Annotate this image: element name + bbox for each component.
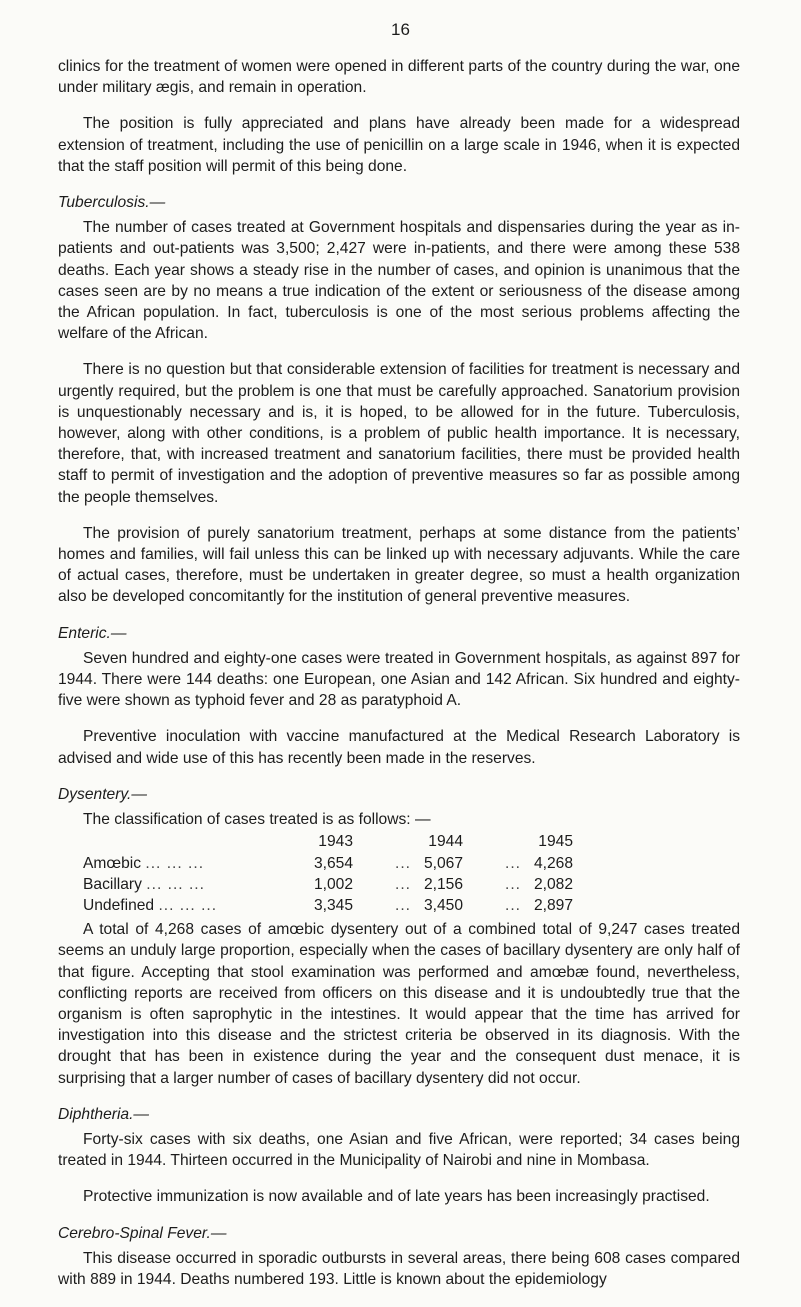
page-body (58, 56, 740, 1290)
year-header: 1945 (538, 833, 573, 851)
table-intro: The classification of cases treated is as follows: — (83, 811, 431, 829)
paragraph: The position is fully appreciated and plans have already been made for a widespread extension of treatment, including the use of penicillin on a large scale in 1946, when it is expected that the staff position will permit of this being done. (58, 115, 740, 175)
cell-value: 3,450 (423, 896, 463, 914)
section-heading-tuberculosis: Tuberculosis.— (58, 194, 166, 212)
paragraph: clinics for the treatment of women were opened in different parts of the country during the war, one under military ægis, and remain in operation. (58, 58, 740, 97)
page-number: 16 (391, 20, 410, 39)
table-row (83, 895, 573, 916)
leader-dots: ... (395, 896, 411, 914)
leader-dots: ... ... ... (158, 896, 218, 914)
leader-dots: ... (395, 875, 411, 893)
cell-value: 3,654 (313, 854, 353, 872)
paragraph: A total of 4,268 cases of amœbic dysentery out of a combined total of 9,247 cases treated seems an unduly large proportion, especially when the cases of bacillary dysentery are only half of that figure. Accepting that stool examination was performed and amœbæ found, nevertheless, conflicting reports are received from officers on this disease and it is undoubtedly true that the organism is often saprophytic in the intestines. It would appear that the time has arrived for investigation into this disease and the strictest criteria be observed in its diagnosis. With the drought that has been in existence during the year and the consequent dust menace, it is surprising that a larger number of cases of bacillary dysentery did not occur. (58, 921, 740, 1087)
year-header: 1943 (318, 833, 353, 851)
cell-value: 4,268 (533, 854, 573, 872)
table-header-row (83, 831, 573, 852)
leader-dots: ... (505, 875, 521, 893)
paragraph: The number of cases treated at Government hospitals and dispensaries during the year as in-patients and out-patients was 3,500; 2,427 were in-patients, and there were among these 538 deaths. Each year shows a steady rise in the number of cases, and opinion is unanimous that the cases seen are by no means a true indication of the extent or seriousness of the disease among the African population. In fact, tuberculosis is one of the most serious problems affecting the welfare of the African. (58, 219, 740, 343)
table-row (83, 853, 573, 874)
dysentery-table (83, 831, 573, 916)
row-label: Bacillary (83, 875, 142, 893)
leader-dots: ... (505, 896, 521, 914)
paragraph: The provision of purely sanatorium treatment, perhaps at some distance from the patients’ homes and families, will fail unless this can be linked up with necessary adjuvants. While the care of actual cases, therefore, must be undertaken in greater degree, so must a health organization also be developed concomitantly for the institution of general preventive measures. (58, 524, 740, 606)
cell-value: 5,067 (423, 854, 463, 872)
paragraph: Forty-six cases with six deaths, one Asian and five African, were reported; 34 cases being treated in 1944. Thirteen occurred in the Municipality of Nairobi and nine in Mombasa. (58, 1130, 740, 1170)
paragraph: Seven hundred and eighty-one cases were treated in Government hospitals, as against 897 for 1944. There were 144 deaths: one European, one Asian and 142 African. Six hundred and eighty-five were shown as typhoid fever and 28 as paratyphoid A. (58, 649, 740, 710)
section-heading-dysentery: Dysentery.— (58, 785, 147, 803)
leader-dots: ... (505, 854, 521, 872)
cell-value: 1,002 (313, 875, 353, 893)
leader-dots: ... (395, 854, 411, 872)
section-heading-cerebro-spinal-fever: Cerebro-Spinal Fever.— (58, 1224, 227, 1242)
leader-dots: ... ... ... (145, 854, 205, 872)
paragraph: This disease occurred in sporadic outbursts in several areas, there being 608 cases compared with 889 in 1944. Deaths numbered 193. Little is known about the epidemiology (58, 1249, 740, 1288)
paragraph: Preventive inoculation with vaccine manufactured at the Medical Research Laboratory is advised and wide use of this has recently been made in the reserves. (58, 728, 740, 767)
row-label: Undefined (83, 896, 155, 914)
section-heading-enteric: Enteric.— (58, 624, 127, 642)
paragraph: Protective immunization is now available and of late years has been increasingly practised. (83, 1188, 710, 1206)
leader-dots: ... ... ... (146, 875, 205, 893)
table-row (83, 874, 573, 895)
cell-value: 2,082 (533, 875, 573, 893)
row-label: Amœbic (83, 854, 142, 872)
cell-value: 2,897 (533, 896, 573, 914)
cell-value: 3,345 (313, 896, 353, 914)
section-heading-diphtheria: Diphtheria.— (58, 1105, 150, 1123)
cell-value: 2,156 (423, 875, 463, 893)
paragraph: There is no question but that considerable extension of facilities for treatment is necessary and urgently required, but the problem is one that must be carefully approached. Sanatorium provision is unquestionably necessary and is, it is hoped, to be allowed for in the future. Tuberculosis, however, along with other conditions, is a problem of public health importance. It is necessary, therefore, that, with increased treatment and sanatorium facilities, there must be provided health staff to permit of investigation and the adoption of preventive measures so far as possible among the people themselves. (58, 361, 740, 506)
year-header: 1944 (428, 833, 463, 851)
